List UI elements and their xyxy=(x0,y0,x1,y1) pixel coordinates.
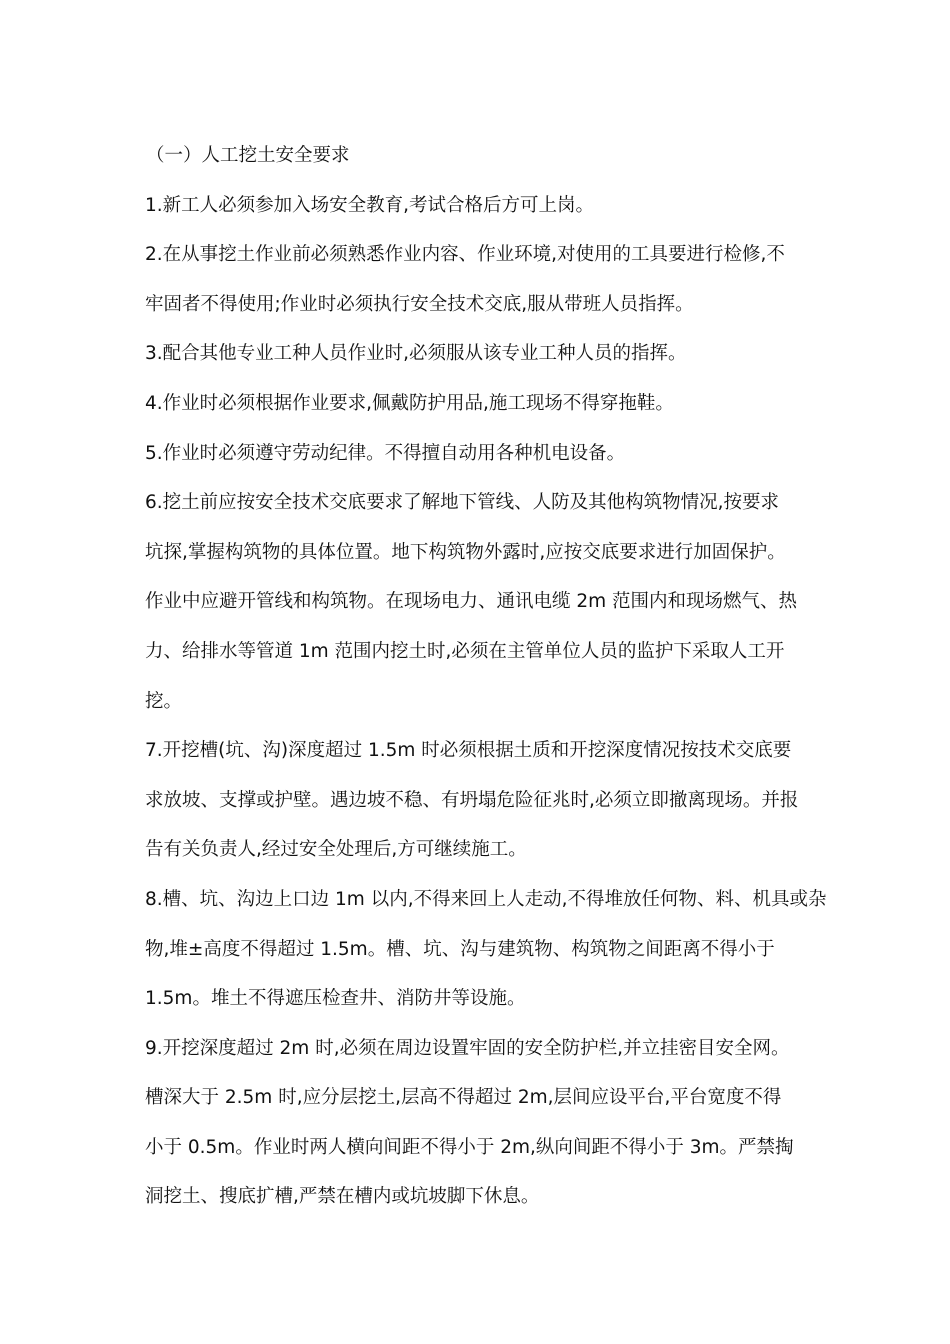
paragraph-line: 力、给排水等管道 1m 范围内挖土时,必须在主管单位人员的监护下采取人工开 xyxy=(145,640,785,662)
paragraph-line: 4.作业时必须根据作业要求,佩戴防护用品,施工现场不得穿拖鞋。 xyxy=(145,392,674,414)
paragraph-line: 洞挖土、搜底扩槽,严禁在槽内或坑坡脚下休息。 xyxy=(145,1186,540,1208)
paragraph-line: 5.作业时必须遵守劳动纪律。不得擅自动用各种机电设备。 xyxy=(145,442,626,464)
paragraph-line: 1.5m。堆土不得遮压检查井、消防井等设施。 xyxy=(145,988,526,1010)
paragraph-line: 作业中应避开管线和构筑物。在现场电力、通讯电缆 2m 范围内和现场燃气、热 xyxy=(145,591,798,613)
paragraph-line: 小于 0.5m。作业时两人横向间距不得小于 2m,纵向间距不得小于 3m。严禁掏 xyxy=(145,1136,794,1158)
document-body xyxy=(145,131,827,1222)
paragraph-line: 求放坡、支撑或护壁。遇边坡不稳、有坍塌危险征兆时,必须立即撤离现场。并报 xyxy=(145,789,799,811)
paragraph-4 xyxy=(145,379,815,429)
paragraph-5 xyxy=(145,429,815,479)
paragraph-line: 2.在从事挖土作业前必须熟悉作业内容、作业环境,对使用的工具要进行检修,不 xyxy=(145,244,785,266)
paragraph-9 xyxy=(145,1024,815,1222)
paragraph-line: 8.槽、坑、沟边上口边 1m 以内,不得来回上人走动,不得堆放任何物、料、机具或杂 xyxy=(145,888,827,910)
paragraph-line: 1.新工人必须参加入场安全教育,考试合格后方可上岗。 xyxy=(145,194,595,216)
paragraph-6 xyxy=(145,478,815,726)
paragraph-line: 牢固者不得使用;作业时必须执行安全技术交底,服从带班人员指挥。 xyxy=(145,293,694,315)
section-heading: （一）人工挖土安全要求 xyxy=(146,145,350,166)
paragraph-line: 6.挖土前应按安全技术交底要求了解地下管线、人防及其他构筑物情况,按要求 xyxy=(145,492,780,514)
paragraph-line: 槽深大于 2.5m 时,应分层挖土,层高不得超过 2m,层间应设平台,平台宽度不得 xyxy=(145,1087,782,1109)
paragraph-line: 物,堆±高度不得超过 1.5m。槽、坑、沟与建筑物、构筑物之间距离不得小于 xyxy=(145,938,775,960)
paragraph-line: 告有关负责人,经过安全处理后,方可继续施工。 xyxy=(145,839,527,861)
paragraph-7 xyxy=(145,726,815,875)
paragraph-line: 挖。 xyxy=(145,690,183,712)
paragraph-line: 7.开挖槽(坑、沟)深度超过 1.5m 时必须根据土质和开挖深度情况按技术交底要 xyxy=(145,740,792,762)
paragraph-8 xyxy=(145,875,827,1024)
paragraph-line: 9.开挖深度超过 2m 时,必须在周边设置牢固的安全防护栏,并立挂密目安全网。 xyxy=(145,1037,790,1059)
paragraph-3 xyxy=(145,329,815,379)
paragraph-line: 坑探,掌握构筑物的具体位置。地下构筑物外露时,应按交底要求进行加固保护。 xyxy=(145,541,786,563)
paragraph-line: 3.配合其他专业工种人员作业时,必须服从该专业工种人员的指挥。 xyxy=(145,343,687,365)
paragraph-1 xyxy=(145,181,815,231)
paragraph-2 xyxy=(145,230,815,329)
